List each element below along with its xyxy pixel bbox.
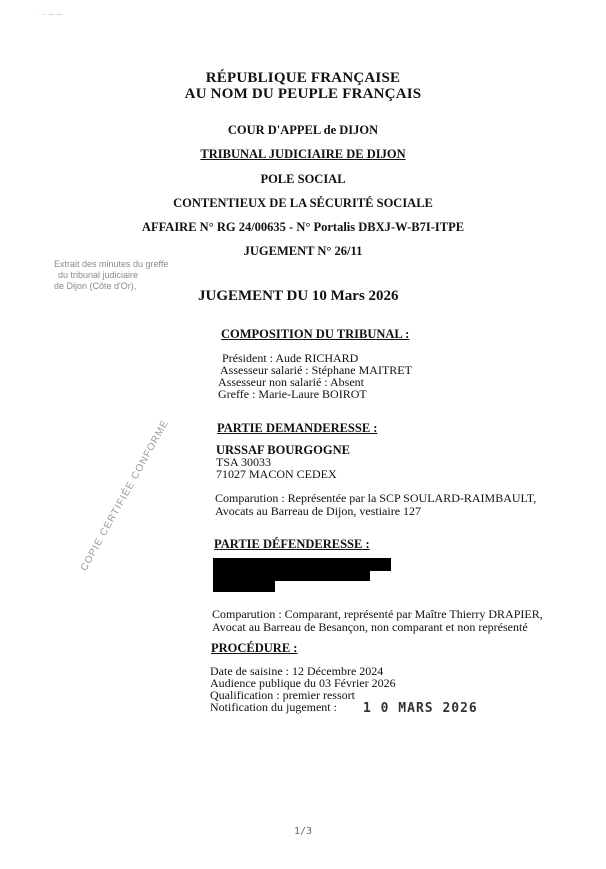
saisine-line: Date de saisine : 12 Décembre 2024: [210, 664, 384, 678]
jugement-number: JUGEMENT N° 26/11: [243, 244, 363, 258]
demanderesse-comparution: Avocats au Barreau de Dijon, vestiaire 127: [215, 504, 422, 518]
audience-line: Audience publique du 03 Février 2026: [210, 676, 396, 690]
notification-date-stamp: 1 0 MARS 2026: [363, 701, 478, 716]
procedure-title: PROCÉDURE :: [211, 641, 298, 655]
demanderesse-name: URSSAF BOURGOGNE: [216, 443, 350, 457]
redaction-bar: [213, 581, 275, 592]
defenderesse-title: PARTIE DÉFENDERESSE :: [214, 537, 370, 551]
defenderesse-comparution: Avocat au Barreau de Besançon, non comparant et non représenté: [212, 620, 528, 634]
defenderesse-comparution: Comparution : Comparant, représenté par Maître Thierry DRAPIER,: [212, 607, 543, 621]
court-name: COUR D'APPEL de DIJON: [227, 123, 379, 137]
stamp-line: Extrait des minutes du greffe: [54, 259, 169, 269]
contentieux-label: CONTENTIEUX DE LA SÉCURITÉ SOCIALE: [173, 196, 433, 210]
pole-name: POLE SOCIAL: [260, 172, 346, 186]
tribunal-name: TRIBUNAL JUDICIAIRE DE DIJON: [200, 147, 406, 161]
demanderesse-title: PARTIE DEMANDERESSE :: [217, 421, 378, 435]
stamp-line: de Dijon (Côte d'Or),: [54, 281, 137, 291]
stamp-line: du tribunal judiciaire: [58, 270, 139, 280]
people-heading: AU NOM DU PEUPLE FRANÇAIS: [184, 86, 422, 102]
assesseur-non-salarie-line: Assesseur non salarié : Absent: [218, 375, 364, 389]
republic-heading: RÉPUBLIQUE FRANÇAISE: [205, 70, 401, 86]
president-line: Président : Aude RICHARD: [222, 351, 359, 365]
composition-title: COMPOSITION DU TRIBUNAL :: [221, 327, 410, 341]
page-number: 1/3: [293, 826, 313, 837]
affaire-reference: AFFAIRE N° RG 24/00635 - N° Portalis DBXJ-W-B7I-ITPE: [141, 220, 465, 234]
scan-artifact: ˙ ·· ─ ─: [36, 10, 62, 19]
jugement-title: JUGEMENT DU 10 Mars 2026: [198, 288, 399, 304]
demanderesse-address: 71027 MACON CEDEX: [216, 467, 337, 481]
qualification-line: Qualification : premier ressort: [210, 688, 355, 702]
copie-conforme-stamp: COPIE CERTIFIÉE CONFORME: [78, 418, 172, 573]
assesseur-salarie-line: Assesseur salarié : Stéphane MAITRET: [220, 363, 412, 377]
redaction-bar: [213, 571, 370, 581]
redaction-bar: [213, 558, 391, 571]
demanderesse-comparution: Comparution : Représentée par la SCP SOULARD-RAIMBAULT,: [215, 491, 537, 505]
demanderesse-address: TSA 30033: [216, 455, 272, 469]
greffe-line: Greffe : Marie-Laure BOIROT: [218, 387, 367, 401]
notification-line: Notification du jugement :: [210, 700, 337, 714]
extrait-stamp: [54, 259, 168, 292]
